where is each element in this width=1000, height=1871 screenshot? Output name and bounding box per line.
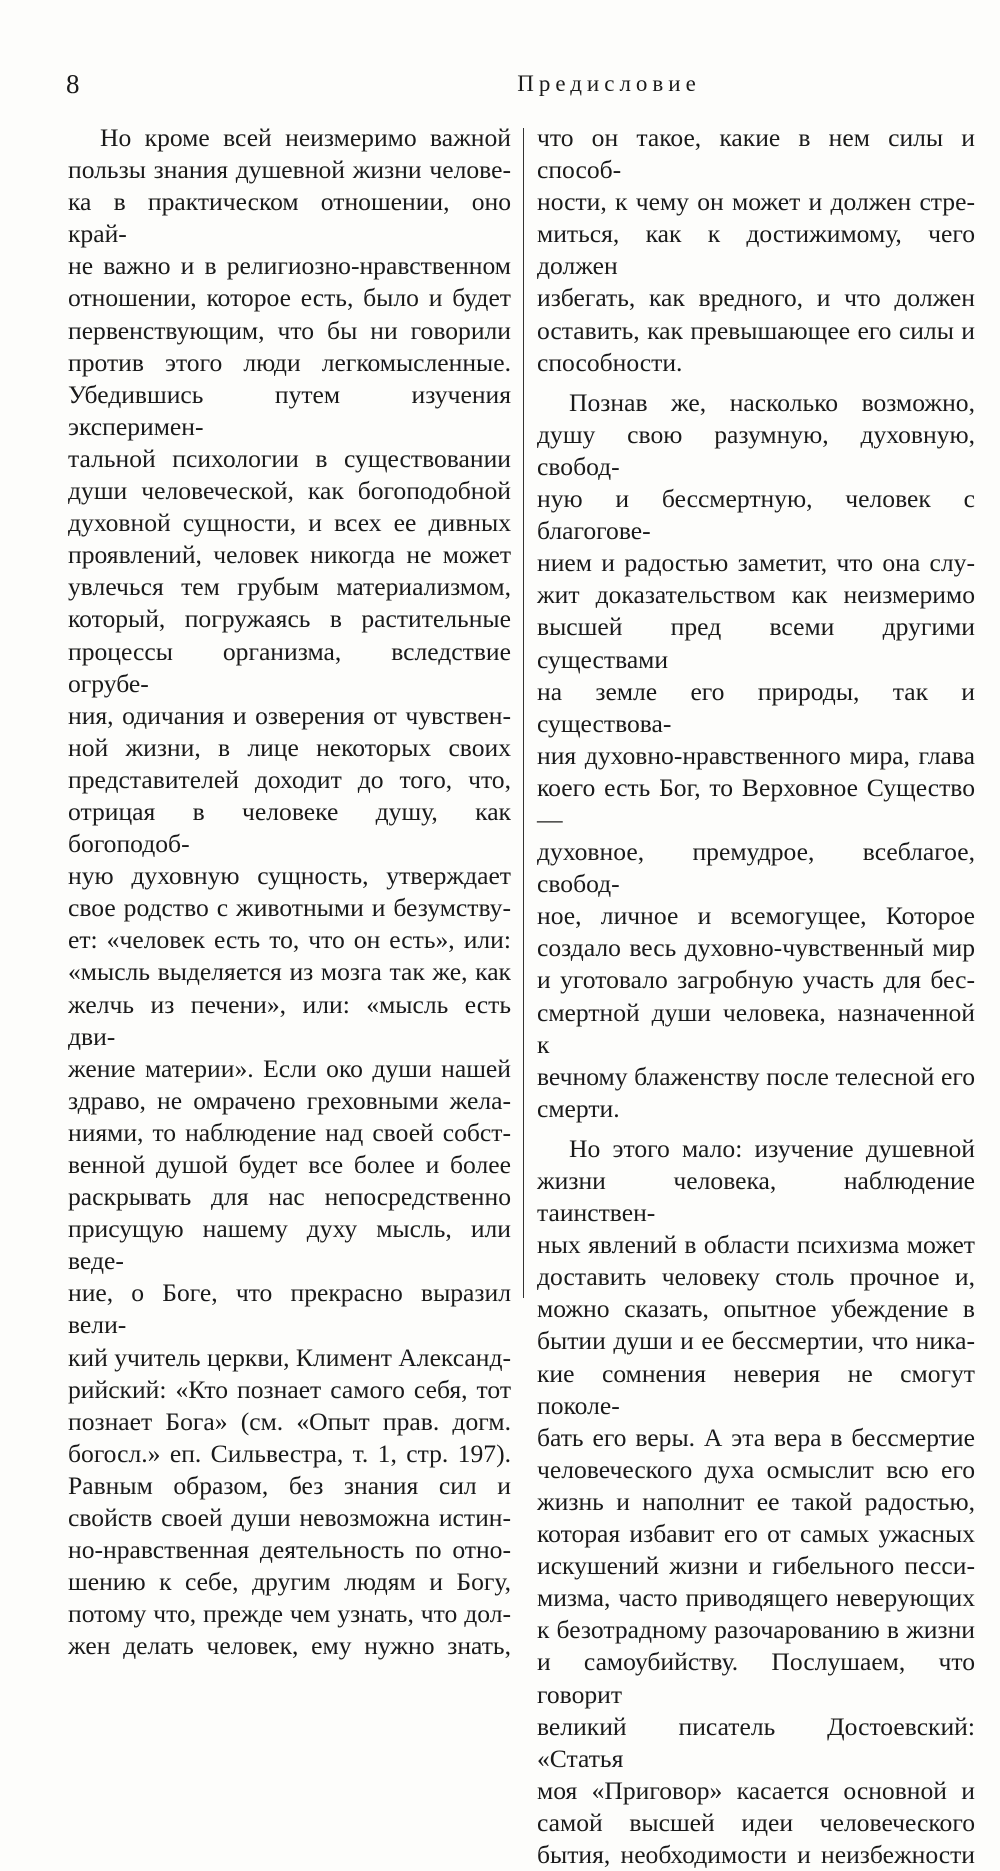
text-line: миться, как к достижимому, чего должен [537, 219, 975, 281]
text-line: моя «Приговор» касается основной и [537, 1775, 975, 1805]
text-line: Убедившись путем изучения эксперимен- [68, 379, 511, 441]
text-line: жизни человека, наблюдение таинствен- [537, 1166, 975, 1228]
text-line: к безотрадному разочарованию в жизни [537, 1615, 975, 1645]
paragraph [537, 122, 975, 379]
text-line: можно сказать, опытное убеждение в [537, 1294, 975, 1324]
text-line: мизма, часто приводящего неверующих [537, 1583, 975, 1613]
text-line: нием и радостью заметит, что она слу- [537, 548, 975, 578]
text-line: ной жизни, в лице некоторых своих [68, 732, 511, 762]
text-line: тальной психологии в существовании [68, 443, 511, 473]
text-line: жизнь и наполнит ее такой радостью, [537, 1486, 975, 1516]
text-line: высшей пред всеми другими существами [537, 612, 975, 674]
text-line: шению к себе, другим людям и Богу, [68, 1567, 511, 1597]
text-line: жение материи». Если око души нашей [68, 1053, 511, 1083]
text-line: самой высшей идеи человеческого [537, 1807, 975, 1837]
text-line: потому что, прежде чем узнать, что дол- [68, 1599, 511, 1629]
paragraph [537, 1133, 975, 1871]
text-line: избегать, как вредного, и что должен [537, 283, 975, 313]
text-line: Равным образом, без знания сил и [68, 1470, 511, 1500]
text-line: отношении, которое есть, было и будет [68, 283, 511, 313]
text-line: пользы знания душевной жизни челове- [68, 155, 511, 185]
text-line: Познав же, насколько возможно, [569, 387, 975, 417]
text-line: раскрывать для нас непосредственно [68, 1182, 511, 1212]
text-line: против этого люди легкомысленные. [68, 347, 511, 377]
text-line: процессы организма, вследствие огрубе- [68, 636, 511, 698]
text-line: ности, к чему он может и должен стре- [537, 187, 975, 217]
text-line: кий учитель церкви, Климент Александ- [68, 1342, 511, 1372]
text-line: жит доказательством как неизмеримо [537, 580, 975, 610]
text-line: духовной сущности, и всех ее дивных [68, 508, 511, 538]
text-line: человеческого духа осмыслит всю его [537, 1454, 975, 1484]
text-line: смертной души человека, назначенной к [537, 997, 975, 1059]
text-line: ка в практическом отношении, оно край- [68, 187, 511, 249]
text-line: проявлений, человек никогда не может [68, 540, 511, 570]
text-line: ния, одичания и озверения от чувствен- [68, 700, 511, 730]
text-line: присущую нашему духу мысль, или веде- [68, 1214, 511, 1276]
right-column [537, 122, 975, 1871]
text-line: ниями, то наблюдение над своей собст- [68, 1117, 511, 1147]
text-line: свое родство с животными и безумству- [68, 893, 511, 923]
text-line: ную духовную сущность, утверждает [68, 861, 511, 891]
text-line: ет: «человек есть то, что он есть», или: [68, 925, 511, 955]
page-header [66, 66, 932, 102]
text-line: рийский: «Кто познает самого себя, тот [68, 1374, 511, 1404]
text-line: кие сомнения неверия не смогут поколе- [537, 1358, 975, 1420]
text-line: которая избавит его от самых ужасных [537, 1519, 975, 1549]
text-line: и самоубийству. Послушаем, что говорит [537, 1647, 975, 1709]
text-line: свойств своей души невозможна истин- [68, 1503, 511, 1533]
text-line: и уготовало загробную участь для бес- [537, 965, 975, 995]
text-line: коего есть Бог, то Верховное Существо — [537, 772, 975, 834]
text-line: ния духовно-нравственного мира, глава [537, 740, 975, 770]
text-line: познает Бога» (см. «Опыт прав. догм. [68, 1406, 511, 1436]
text-line: смерти. [537, 1093, 620, 1123]
text-line: ных явлений в области психизма может [537, 1230, 975, 1260]
text-line: оставить, как превышающее его силы и [537, 315, 975, 345]
running-title: Предисловие [517, 71, 701, 96]
text-line: что он такое, какие в нем силы и способ- [537, 123, 975, 185]
text-line: бать его веры. А эта вера в бессмертие [537, 1422, 975, 1452]
text-line: вечному блаженству после телесной его [537, 1061, 975, 1091]
text-line: бытии души и ее бессмертии, что ника- [537, 1326, 975, 1356]
text-line: искушений жизни и гибельного песси- [537, 1551, 975, 1581]
text-line: «мысль выделяется из мозга так же, как [68, 957, 511, 987]
text-line: великий писатель Достоевский: «Статья [537, 1711, 975, 1773]
text-line: отрицая в человеке душу, как богоподоб- [68, 796, 511, 859]
text-line: здраво, не омрачено греховными жела- [68, 1085, 511, 1115]
text-line: Но этого мало: изучение душевной [569, 1133, 975, 1163]
text-line: духовное, премудрое, всеблагое, свобод- [537, 837, 975, 899]
paragraph [537, 387, 975, 1125]
text-line: не важно и в религиозно-нравственном [68, 251, 511, 281]
text-line: ное, личное и всемогущее, Которое [537, 901, 975, 931]
column-divider [523, 128, 524, 1298]
text-line: ную и бессмертную, человек с благогове- [537, 484, 975, 546]
text-line: представителей доходит до того, что, [68, 764, 511, 794]
text-line: бытия, необходимости и неизбежности [537, 1839, 975, 1869]
text-line: богосл.» еп. Сильвестра, т. 1, стр. 197). [68, 1438, 511, 1468]
page-number: 8 [66, 69, 80, 99]
text-line: венной душой будет все более и более [68, 1150, 511, 1179]
text-line: Но кроме всей неизмеримо важной [100, 123, 511, 152]
text-line: который, погружаясь в растительные [68, 604, 511, 634]
text-line: но-нравственная деятельность по отно- [68, 1535, 511, 1565]
text-line: душу свою разумную, духовную, свобод- [537, 419, 975, 481]
left-column [68, 122, 511, 1663]
text-line: доставить человеку столь прочное и, [537, 1262, 975, 1292]
text-line: жен делать человек, ему нужно знать, [68, 1631, 511, 1661]
text-line: ние, о Боге, что прекрасно выразил вели- [68, 1278, 511, 1340]
text-line: первенствующим, что бы ни говорили [68, 315, 511, 345]
text-line: увлечься тем грубым материализмом, [68, 572, 511, 602]
text-line: желчь из печени», или: «мысль есть дви- [68, 989, 511, 1051]
text-line: способности. [537, 347, 683, 377]
text-line: души человеческой, как богоподобной [68, 476, 511, 506]
text-line: на земле его природы, так и существова- [537, 676, 975, 738]
text-line: создало весь духовно-чувственный мир [537, 933, 975, 963]
